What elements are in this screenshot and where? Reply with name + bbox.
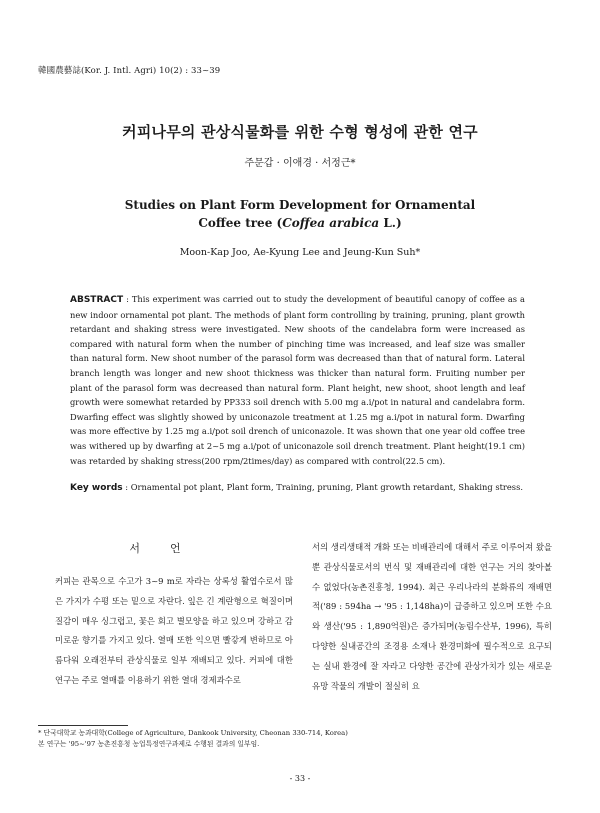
abstract-separator: :: [123, 294, 132, 304]
abstract: [70, 292, 525, 468]
footnote-funding: 본 연구는 '95~'97 농촌진흥청 농업특정연구과제로 수행된 결과의 일부임.: [38, 740, 260, 748]
abstract-label: ABSTRACT: [70, 295, 124, 305]
english-title-line2: [0, 214, 600, 232]
english-title: [0, 196, 600, 232]
keywords-label: Key words: [70, 483, 123, 493]
intro-right-column: 서의 생리생태적 개화 또는 비배관리에 대해서 주로 이루어져 왔을뿐 관상식물로서의 번식 및 재배관리에 대한 연구는 거의 찾아볼 수 없었다(농촌진흥청, 1994). 최근 우리나라의 분화류의 재배면적('89 : 594ha → '95 : 1,148ha)이 급증하고 있으며 또한 수요와 생산('95 : 1,890억원)은 증가되며(농림수산부, 1996), 특히 다양한 실내공간의 조경용 소재나 환경미화에 필수적으로 요구되는 실내 환경에 잘 자라고 다양한 공간에 관상가치가 있는 새로운 유망 작물의 개발이 절실히 요: [312, 542, 552, 691]
species-name: Coffea arabica: [282, 216, 380, 230]
keywords: [70, 482, 525, 493]
keywords-text: Ornamental pot plant, Plant form, Training, pruning, Plant growth retardant, Shaking stress.: [130, 482, 523, 492]
english-title-prefix: Coffee tree (: [198, 216, 283, 230]
korean-authors: 주문갑 · 이애경 · 서정근*: [244, 158, 356, 169]
english-title-line1: Studies on Plant Form Development for Ornamental: [124, 198, 476, 212]
footnotes: [38, 728, 348, 750]
footnote-affiliation: * 단국대학교 농과대학(College of Agriculture, Dankook University, Cheonan 330-714, Korea): [38, 729, 348, 737]
keywords-separator: :: [122, 482, 131, 492]
footnote-rule: [38, 725, 128, 726]
korean-title: 커피나무의 관상식물화를 위한 수형 형성에 관한 연구: [122, 123, 478, 141]
english-title-suffix: L.): [379, 216, 402, 230]
abstract-text: This experiment was carried out to study the development of beautiful canopy of coffee as a new indoor ornamental pot plant. The methods of plant form controlling by training, pruning, plant growth retardant and shaking stress were investigated. New shoots of the candelabra form were increased as compared with natural form when the number of pinching time was increased, and leaf size was smaller than natural form. New shoot number of the parasol form was decreased than that of natural form. Lateral branch length was longer and new shoot thickness was thicker than natural form. Fruiting number per plant of the parasol form was decreased than natural form. Plant height, new shoot, shoot length and leaf growth were somewhat retarded by PP333 soil drench with 5.00 mg a.i/pot in natural and candelabra form. Dwarfing effect was slightly showed by uniconazole treatment at 1.25 mg a.i/pot in natural form. Dwarfing was more effective by 1.25 mg a.i/pot soil drench of uniconazole. It was shown that one year old coffee tree was withered up by dwarfing at 2~5 mg a.i/pot of uniconazole soil drench treatment. Plant height(19.1 cm) was retarded by shaking stress(200 rpm/2times/day) as compared with control(22.5 cm).: [70, 294, 525, 466]
journal-citation: 韓國農藝誌(Kor. J. Intl. Agri) 10(2) : 33~39: [38, 66, 221, 76]
english-authors: Moon-Kap Joo, Ae-Kyung Lee and Jeung-Kun Suh*: [179, 247, 421, 258]
section-heading-introduction: 서언: [129, 542, 211, 555]
page-number: - 33 -: [289, 774, 311, 783]
intro-left-column: 커피는 관목으로 수고가 3~9 m로 자라는 상록성 활엽수로서 많은 가지가 수평 또는 밑으로 자란다. 잎은 긴 계란형으로 혁질이며 질감이 매우 싱그럽고, 꽃은 회고 별모양을 하고 있으며 강하고 감미로운 향기를 가지고 있다. 열매 또한 익으면 빨갛게 변하므로 아름다워 오래전부터 관상식물로 일부 재배되고 있다. 커피에 대한 연구는 주로 열매를 이용하기 위한 열대 경제과수로: [55, 576, 293, 685]
